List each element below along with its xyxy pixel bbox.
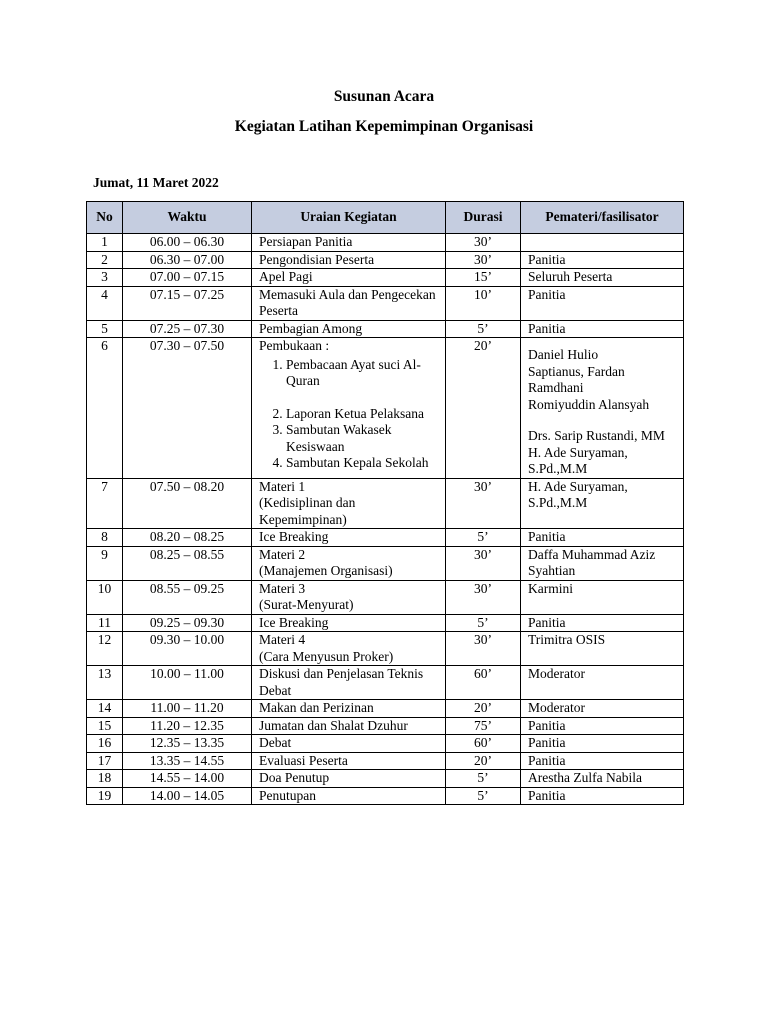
row-activity <box>252 580 446 614</box>
row-time: 11.20 – 12.35 <box>123 717 252 735</box>
row-duration: 5’ <box>446 529 521 547</box>
row-speaker <box>521 251 684 269</box>
row-time: 07.15 – 07.25 <box>123 286 252 320</box>
activity-line: (Surat-Menyurat) <box>259 597 354 612</box>
row-time: 11.00 – 11.20 <box>123 700 252 718</box>
activity-line: Memasuki Aula dan Pengecekan Peserta <box>259 286 436 318</box>
row-time: 07.50 – 08.20 <box>123 478 252 529</box>
row-activity <box>252 614 446 632</box>
row-duration: 20’ <box>446 338 521 479</box>
opening-sub-items <box>259 357 439 472</box>
table-row <box>87 529 684 547</box>
speaker-line: Panitia <box>528 614 566 630</box>
row-number: 6 <box>87 338 123 479</box>
table-row <box>87 787 684 805</box>
row-time: 08.55 – 09.25 <box>123 580 252 614</box>
row-number: 14 <box>87 700 123 718</box>
speaker-line: Daffa Muhammad Aziz Syahtian <box>528 546 656 578</box>
speaker-line: Panitia <box>528 286 566 302</box>
table-row <box>87 632 684 666</box>
row-activity <box>252 320 446 338</box>
speaker-line: Daniel Hulio <box>528 347 599 362</box>
row-speaker <box>521 286 684 320</box>
row-duration: 5’ <box>446 770 521 788</box>
table-row <box>87 614 684 632</box>
activity-line: Jumatan dan Shalat Dzuhur <box>259 717 408 733</box>
speaker-line: Karmini <box>528 580 573 596</box>
row-number: 18 <box>87 770 123 788</box>
row-number: 16 <box>87 735 123 753</box>
activity-line: Apel Pagi <box>259 269 313 284</box>
row-time: 07.30 – 07.50 <box>123 338 252 479</box>
row-duration: 30’ <box>446 234 521 252</box>
row-speaker <box>521 269 684 287</box>
row-speaker <box>521 320 684 338</box>
speaker-line: Romiyuddin Alansyah <box>528 396 650 412</box>
table-row <box>87 320 684 338</box>
row-number: 10 <box>87 580 123 614</box>
activity-line: (Kedisiplinan dan Kepemimpinan) <box>259 495 356 527</box>
row-speaker <box>521 770 684 788</box>
row-activity <box>252 632 446 666</box>
row-number: 1 <box>87 234 123 252</box>
document-subtitle: Kegiatan Latihan Kepemimpinan Organisasi <box>234 118 534 135</box>
table-row <box>87 338 684 479</box>
speaker-line: Drs. Sarip Rustandi, MM <box>528 428 665 443</box>
row-time: 06.00 – 06.30 <box>123 234 252 252</box>
speaker-line: Trimitra OSIS <box>528 632 606 647</box>
activity-line: Ice Breaking <box>259 529 329 544</box>
activity-line: Doa Penutup <box>259 770 330 785</box>
activity-line: Materi 2 <box>259 546 306 562</box>
header-activity: Uraian Kegiatan <box>252 202 446 234</box>
row-activity <box>252 717 446 735</box>
event-date: Jumat, 11 Maret 2022 <box>93 175 219 190</box>
row-time: 13.35 – 14.55 <box>123 752 252 770</box>
row-duration: 20’ <box>446 752 521 770</box>
row-duration: 30’ <box>446 580 521 614</box>
row-speaker <box>521 787 684 805</box>
row-speaker <box>521 752 684 770</box>
table-row <box>87 286 684 320</box>
row-activity <box>252 700 446 718</box>
table-row <box>87 478 684 529</box>
row-time: 10.00 – 11.00 <box>123 666 252 700</box>
speaker-line: Panitia <box>528 320 566 336</box>
row-duration: 30’ <box>446 251 521 269</box>
table-row <box>87 735 684 753</box>
activity-line: Evaluasi Peserta <box>259 752 348 768</box>
row-duration: 5’ <box>446 787 521 805</box>
row-number: 9 <box>87 546 123 580</box>
row-number: 7 <box>87 478 123 529</box>
document-title: Susunan Acara <box>333 88 435 105</box>
row-duration: 30’ <box>446 478 521 529</box>
row-number: 19 <box>87 787 123 805</box>
row-speaker <box>521 478 684 529</box>
activity-line: Ice Breaking <box>259 614 329 630</box>
table-header-row <box>87 202 684 234</box>
speaker-line: Panitia <box>528 251 566 267</box>
speaker-line: Arestha Zulfa Nabila <box>528 770 642 785</box>
row-number: 12 <box>87 632 123 666</box>
sub-item: 4. Sambutan Kepala Sekolah <box>286 455 439 472</box>
row-number: 3 <box>87 269 123 287</box>
schedule-table <box>86 201 684 805</box>
activity-line: Makan dan Perizinan <box>259 700 374 715</box>
sub-item: 2. Laporan Ketua Pelaksana <box>286 406 439 423</box>
activity-line: (Manajemen Organisasi) <box>259 563 393 578</box>
activity-line: Diskusi dan Penjelasan Teknis Debat <box>259 666 424 698</box>
row-number: 13 <box>87 666 123 700</box>
table-row <box>87 770 684 788</box>
row-activity <box>252 752 446 770</box>
speaker-line: Moderator <box>528 700 585 715</box>
row-activity <box>252 338 446 479</box>
row-speaker <box>521 338 684 479</box>
row-speaker <box>521 614 684 632</box>
row-activity <box>252 286 446 320</box>
row-speaker <box>521 666 684 700</box>
row-duration: 30’ <box>446 632 521 666</box>
row-number: 2 <box>87 251 123 269</box>
row-activity <box>252 666 446 700</box>
table-row <box>87 700 684 718</box>
row-speaker <box>521 234 684 252</box>
row-duration: 10’ <box>446 286 521 320</box>
row-speaker <box>521 717 684 735</box>
table-row <box>87 269 684 287</box>
row-time: 14.00 – 14.05 <box>123 787 252 805</box>
table-row <box>87 546 684 580</box>
row-activity <box>252 546 446 580</box>
row-time: 09.25 – 09.30 <box>123 614 252 632</box>
row-number: 11 <box>87 614 123 632</box>
header-no: No <box>87 202 123 234</box>
row-speaker <box>521 632 684 666</box>
speaker-line: Saptianus, Fardan Ramdhani <box>528 363 625 395</box>
row-duration: 5’ <box>446 320 521 338</box>
row-duration: 15’ <box>446 269 521 287</box>
row-activity <box>252 269 446 287</box>
row-activity <box>252 735 446 753</box>
row-number: 5 <box>87 320 123 338</box>
row-time: 06.30 – 07.00 <box>123 251 252 269</box>
row-speaker <box>521 580 684 614</box>
speaker-line: Panitia <box>528 529 566 544</box>
activity-line: (Cara Menyusun Proker) <box>259 648 394 664</box>
activity-line: Debat <box>259 735 292 750</box>
row-number: 17 <box>87 752 123 770</box>
row-activity <box>252 251 446 269</box>
header-time: Waktu <box>123 202 252 234</box>
row-speaker <box>521 700 684 718</box>
row-duration: 5’ <box>446 614 521 632</box>
row-duration: 75’ <box>446 717 521 735</box>
row-activity <box>252 478 446 529</box>
row-time: 07.00 – 07.15 <box>123 269 252 287</box>
sub-item: 3. Sambutan Wakasek Kesiswaan <box>286 422 439 455</box>
row-activity <box>252 787 446 805</box>
table-row <box>87 666 684 700</box>
row-time: 07.25 – 07.30 <box>123 320 252 338</box>
row-speaker <box>521 735 684 753</box>
speaker-line: Panitia <box>528 735 566 750</box>
header-speaker: Pemateri/fasilisator <box>521 202 684 234</box>
row-time: 08.20 – 08.25 <box>123 529 252 547</box>
row-number: 8 <box>87 529 123 547</box>
header-duration: Durasi <box>446 202 521 234</box>
row-speaker <box>521 546 684 580</box>
row-speaker <box>521 529 684 547</box>
table-row <box>87 234 684 252</box>
table-row <box>87 752 684 770</box>
row-duration: 60’ <box>446 735 521 753</box>
row-activity <box>252 770 446 788</box>
speaker-line: Panitia <box>528 752 566 768</box>
activity-line: Pembagian Among <box>259 320 363 336</box>
table-row <box>87 251 684 269</box>
row-time: 08.25 – 08.55 <box>123 546 252 580</box>
table-row <box>87 717 684 735</box>
row-number: 15 <box>87 717 123 735</box>
speaker-line: H. Ade Suryaman, S.Pd.,M.M <box>528 478 628 510</box>
activity-line: Pengondisian Peserta <box>259 251 375 267</box>
row-duration: 60’ <box>446 666 521 700</box>
row-duration: 30’ <box>446 546 521 580</box>
speaker-line: Seluruh Peserta <box>528 269 613 284</box>
schedule-body <box>87 234 684 805</box>
row-number: 4 <box>87 286 123 320</box>
activity-line: Penutupan <box>259 787 316 803</box>
row-time: 09.30 – 10.00 <box>123 632 252 666</box>
row-activity <box>252 234 446 252</box>
row-time: 14.55 – 14.00 <box>123 770 252 788</box>
table-row <box>87 580 684 614</box>
row-activity <box>252 529 446 547</box>
activity-line: Pembukaan : <box>259 338 330 353</box>
activity-line: Materi 1 <box>259 478 306 494</box>
row-time: 12.35 – 13.35 <box>123 735 252 753</box>
speaker-line: Panitia <box>528 717 566 733</box>
activity-line: Persiapan Panitia <box>259 234 353 249</box>
activity-line: Materi 3 <box>259 580 306 596</box>
row-duration: 20’ <box>446 700 521 718</box>
speaker-line: Moderator <box>528 666 585 681</box>
activity-line: Materi 4 <box>259 632 306 647</box>
speaker-line: Panitia <box>528 787 566 803</box>
sub-item: 1. Pembacaan Ayat suci Al-Quran <box>286 357 439 390</box>
speaker-line: H. Ade Suryaman, S.Pd.,M.M <box>528 444 628 476</box>
